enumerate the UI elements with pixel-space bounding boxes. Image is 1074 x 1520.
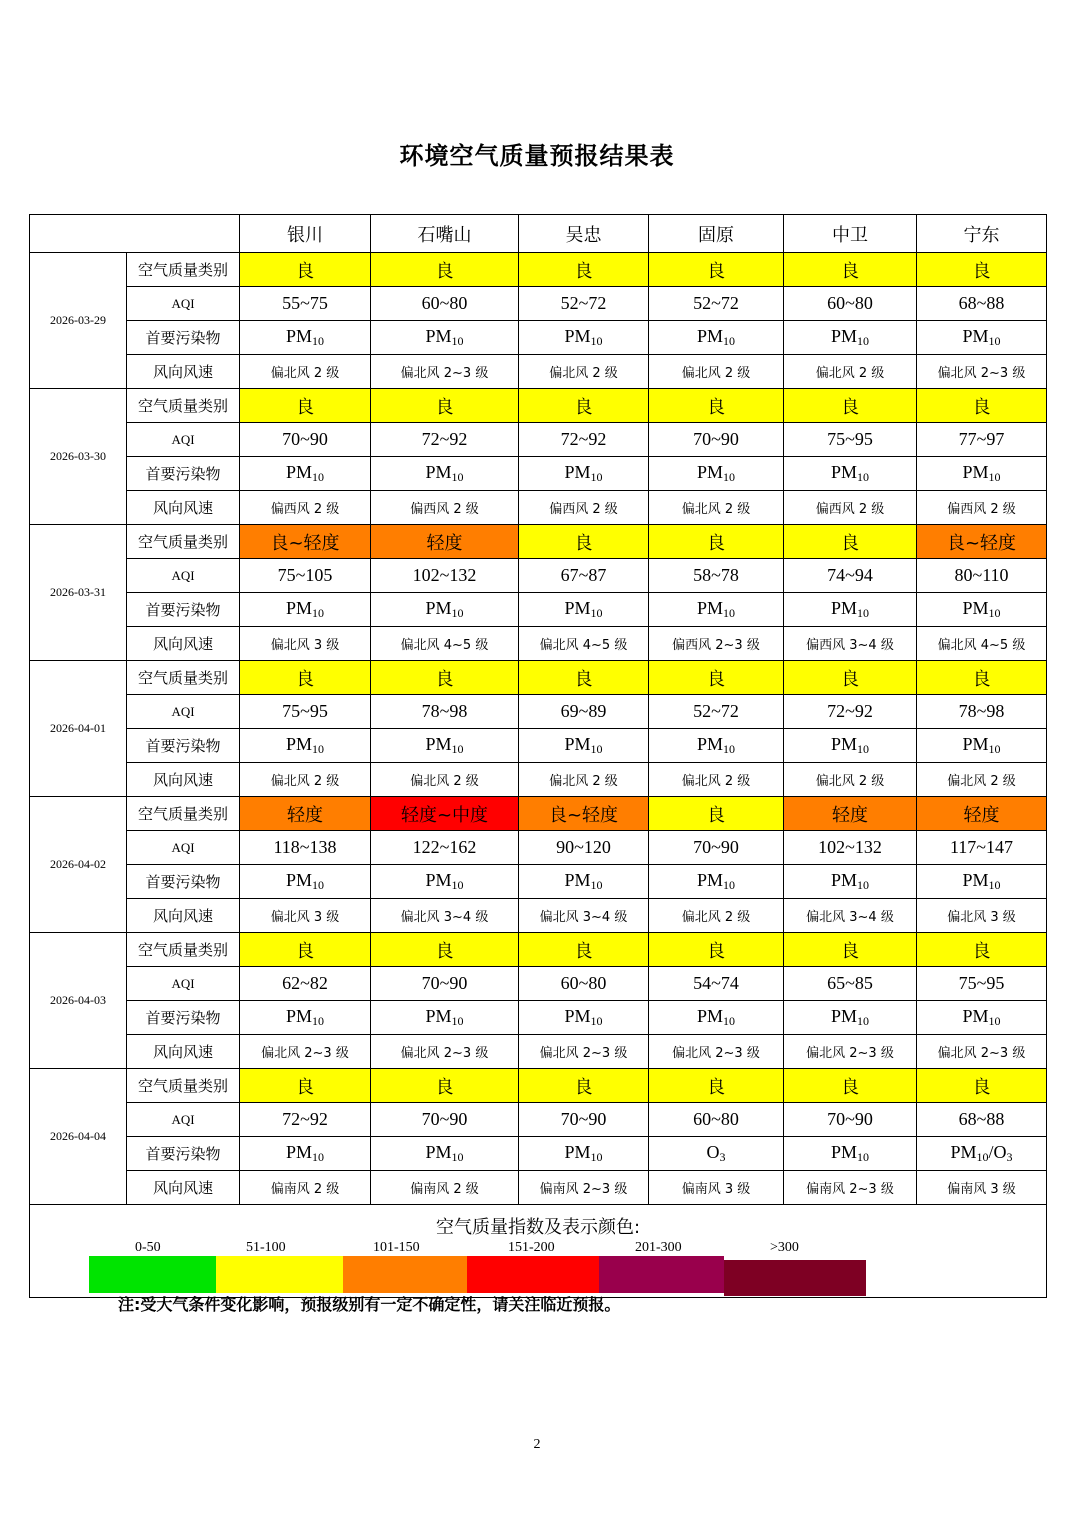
category-cell: 良 xyxy=(240,1069,371,1103)
category-cell: 良 xyxy=(784,661,917,695)
disclaimer-note: 注:受大气条件变化影响，预报级别有一定不确定性，请关注临近预报。 xyxy=(118,1295,621,1314)
forecast-row-aqi xyxy=(30,967,1047,1001)
category-cell: 良 xyxy=(649,933,784,967)
wind-cell: 偏北风 2~3 级 xyxy=(917,355,1047,389)
aqi-cell: 77~97 xyxy=(917,423,1047,457)
forecast-row-wind xyxy=(30,355,1047,389)
aqi-cell: 75~105 xyxy=(240,559,371,593)
wind-cell: 偏北风 2~3 级 xyxy=(371,1035,519,1069)
category-cell: 良 xyxy=(519,525,649,559)
row-label: 空气质量类别 xyxy=(127,525,240,559)
pollutant-cell: $PM_{10}$ xyxy=(519,593,649,627)
wind-cell: 偏南风 3 级 xyxy=(649,1171,784,1205)
wind-cell: 偏北风 2~3 级 xyxy=(917,1035,1047,1069)
pollutant-cell: $PM_{10}$ xyxy=(917,865,1047,899)
pollutant-cell: $PM_{10}$ xyxy=(240,321,371,355)
pollutant-cell: $PM_{10}$ xyxy=(519,457,649,491)
row-label: 首要污染物 xyxy=(127,457,240,491)
category-cell: 良 xyxy=(649,661,784,695)
category-cell: 轻度 xyxy=(371,525,519,559)
legend-range-label: 201-300 xyxy=(635,1240,682,1255)
city-header: 固原 xyxy=(649,215,784,253)
wind-cell: 偏北风 3~4 级 xyxy=(784,899,917,933)
legend-swatch xyxy=(599,1256,724,1293)
aqi-cell: 78~98 xyxy=(917,695,1047,729)
pollutant-cell: $PM_{10}$ xyxy=(240,1137,371,1171)
pollutant-cell: $PM_{10}$ xyxy=(784,1137,917,1171)
category-cell: 良 xyxy=(649,1069,784,1103)
wind-cell: 偏南风 2~3 级 xyxy=(784,1171,917,1205)
row-label: 空气质量类别 xyxy=(127,389,240,423)
wind-cell: 偏北风 2 级 xyxy=(371,763,519,797)
category-cell: 良 xyxy=(371,661,519,695)
category-cell: 良 xyxy=(519,661,649,695)
forecast-date: 2026-04-03 xyxy=(30,933,127,1069)
row-label: 风向风速 xyxy=(127,763,240,797)
category-cell: 良 xyxy=(240,933,371,967)
category-cell: 良 xyxy=(240,253,371,287)
legend-swatch xyxy=(89,1256,216,1293)
pollutant-cell: $PM_{10}$ xyxy=(784,1001,917,1035)
row-label: AQI xyxy=(127,559,240,593)
wind-cell: 偏南风 2 级 xyxy=(240,1171,371,1205)
forecast-row-wind xyxy=(30,763,1047,797)
aqi-cell: 67~87 xyxy=(519,559,649,593)
pollutant-cell: $PM_{10}$ xyxy=(240,729,371,763)
pollutant-cell: $PM_{10}$ xyxy=(649,865,784,899)
forecast-date: 2026-04-02 xyxy=(30,797,127,933)
wind-cell: 偏西风 2 级 xyxy=(240,491,371,525)
aqi-cell: 54~74 xyxy=(649,967,784,1001)
page-title: 环境空气质量预报结果表 xyxy=(399,141,675,170)
legend-range-label: 0-50 xyxy=(135,1240,161,1255)
wind-cell: 偏北风 2~3 级 xyxy=(240,1035,371,1069)
city-header: 银川 xyxy=(240,215,371,253)
forecast-row-category xyxy=(30,933,1047,967)
aqi-cell: 52~72 xyxy=(649,695,784,729)
pollutant-cell: $PM_{10}$ xyxy=(649,457,784,491)
city-header: 石嘴山 xyxy=(371,215,519,253)
row-label: 空气质量类别 xyxy=(127,661,240,695)
aqi-cell: 72~92 xyxy=(784,695,917,729)
wind-cell: 偏南风 2~3 级 xyxy=(519,1171,649,1205)
row-label: AQI xyxy=(127,831,240,865)
pollutant-cell: $PM_{10}$ xyxy=(240,865,371,899)
category-cell: 良 xyxy=(784,933,917,967)
page-number: 2 xyxy=(533,1437,541,1452)
aqi-cell: 60~80 xyxy=(784,287,917,321)
aqi-cell: 117~147 xyxy=(917,831,1047,865)
category-cell: 轻度 xyxy=(240,797,371,831)
wind-cell: 偏北风 2 级 xyxy=(649,355,784,389)
row-label: 空气质量类别 xyxy=(127,933,240,967)
wind-cell: 偏北风 2 级 xyxy=(649,763,784,797)
row-label: 空气质量类别 xyxy=(127,797,240,831)
aqi-cell: 70~90 xyxy=(649,831,784,865)
city-header-row xyxy=(30,215,1047,253)
wind-cell: 偏北风 3 级 xyxy=(917,899,1047,933)
pollutant-cell: $PM_{10}$ xyxy=(784,457,917,491)
pollutant-cell: $PM_{10}$ xyxy=(240,1001,371,1035)
pollutant-cell: $PM_{10}$ xyxy=(371,593,519,627)
legend-swatch xyxy=(343,1256,467,1293)
aqi-cell: 70~90 xyxy=(371,1103,519,1137)
forecast-row-pollutant xyxy=(30,457,1047,491)
category-cell: 良 xyxy=(519,1069,649,1103)
wind-cell: 偏北风 2 级 xyxy=(240,355,371,389)
aqi-cell: 75~95 xyxy=(784,423,917,457)
category-cell: 良 xyxy=(917,1069,1047,1103)
category-cell: 轻度~中度 xyxy=(371,797,519,831)
category-cell: 良 xyxy=(784,389,917,423)
row-label: 风向风速 xyxy=(127,491,240,525)
forecast-row-aqi xyxy=(30,423,1047,457)
corner-cell xyxy=(30,215,240,253)
category-cell: 良~轻度 xyxy=(917,525,1047,559)
pollutant-cell: $PM_{10}/O_3$ xyxy=(917,1137,1047,1171)
forecast-row-wind xyxy=(30,627,1047,661)
wind-cell: 偏西风 2 级 xyxy=(917,491,1047,525)
forecast-row-wind xyxy=(30,1035,1047,1069)
pollutant-cell: $PM_{10}$ xyxy=(784,729,917,763)
forecast-row-category xyxy=(30,253,1047,287)
aqi-cell: 70~90 xyxy=(371,967,519,1001)
pollutant-cell: $PM_{10}$ xyxy=(371,865,519,899)
legend-swatch xyxy=(216,1256,343,1293)
pollutant-cell: $PM_{10}$ xyxy=(917,593,1047,627)
forecast-row-pollutant xyxy=(30,593,1047,627)
aqi-cell: 68~88 xyxy=(917,1103,1047,1137)
forecast-date: 2026-03-30 xyxy=(30,389,127,525)
pollutant-cell: $PM_{10}$ xyxy=(649,593,784,627)
row-label: 风向风速 xyxy=(127,1035,240,1069)
forecast-table xyxy=(29,214,1047,1298)
aqi-cell: 70~90 xyxy=(240,423,371,457)
wind-cell: 偏北风 2 级 xyxy=(240,763,371,797)
forecast-row-pollutant xyxy=(30,729,1047,763)
forecast-row-category xyxy=(30,1069,1047,1103)
category-cell: 良 xyxy=(649,525,784,559)
aqi-cell: 58~78 xyxy=(649,559,784,593)
pollutant-cell: $PM_{10}$ xyxy=(784,321,917,355)
category-cell: 良 xyxy=(519,933,649,967)
legend-swatch xyxy=(724,1260,866,1296)
category-cell: 良 xyxy=(371,933,519,967)
category-cell: 良 xyxy=(240,661,371,695)
wind-cell: 偏北风 2~3 级 xyxy=(371,355,519,389)
pollutant-cell: $PM_{10}$ xyxy=(371,457,519,491)
wind-cell: 偏西风 2 级 xyxy=(371,491,519,525)
forecast-date: 2026-03-31 xyxy=(30,525,127,661)
forecast-row-category xyxy=(30,389,1047,423)
wind-cell: 偏北风 3 级 xyxy=(240,627,371,661)
pollutant-cell: $PM_{10}$ xyxy=(519,1137,649,1171)
city-header: 吴忠 xyxy=(519,215,649,253)
wind-cell: 偏北风 2 级 xyxy=(649,491,784,525)
legend-range-label: 51-100 xyxy=(246,1240,286,1255)
aqi-cell: 72~92 xyxy=(519,423,649,457)
pollutant-cell: $PM_{10}$ xyxy=(519,1001,649,1035)
row-label: 首要污染物 xyxy=(127,321,240,355)
wind-cell: 偏南风 3 级 xyxy=(917,1171,1047,1205)
forecast-row-category xyxy=(30,661,1047,695)
aqi-cell: 74~94 xyxy=(784,559,917,593)
aqi-cell: 122~162 xyxy=(371,831,519,865)
legend-range-label: 151-200 xyxy=(508,1240,555,1255)
forecast-row-aqi xyxy=(30,695,1047,729)
aqi-cell: 78~98 xyxy=(371,695,519,729)
aqi-cell: 118~138 xyxy=(240,831,371,865)
forecast-row-category xyxy=(30,525,1047,559)
category-cell: 良 xyxy=(917,253,1047,287)
row-label: 风向风速 xyxy=(127,355,240,389)
pollutant-cell: $PM_{10}$ xyxy=(240,457,371,491)
aqi-cell: 72~92 xyxy=(240,1103,371,1137)
category-cell: 轻度 xyxy=(917,797,1047,831)
pollutant-cell: $PM_{10}$ xyxy=(371,1137,519,1171)
wind-cell: 偏北风 2 级 xyxy=(519,763,649,797)
wind-cell: 偏北风 3 级 xyxy=(240,899,371,933)
pollutant-cell: $PM_{10}$ xyxy=(519,729,649,763)
row-label: 首要污染物 xyxy=(127,729,240,763)
row-label: AQI xyxy=(127,967,240,1001)
category-cell: 良 xyxy=(784,1069,917,1103)
wind-cell: 偏北风 2~3 级 xyxy=(519,1035,649,1069)
aqi-cell: 102~132 xyxy=(784,831,917,865)
legend-range-label: 101-150 xyxy=(373,1240,420,1255)
legend-range-label: >300 xyxy=(770,1240,799,1255)
row-label: 风向风速 xyxy=(127,627,240,661)
forecast-row-pollutant xyxy=(30,1001,1047,1035)
category-cell: 良~轻度 xyxy=(240,525,371,559)
aqi-cell: 52~72 xyxy=(519,287,649,321)
aqi-cell: 62~82 xyxy=(240,967,371,1001)
aqi-cell: 75~95 xyxy=(240,695,371,729)
city-header: 宁东 xyxy=(917,215,1047,253)
forecast-row-aqi xyxy=(30,1103,1047,1137)
forecast-row-aqi xyxy=(30,831,1047,865)
wind-cell: 偏西风 3~4 级 xyxy=(784,627,917,661)
aqi-cell: 68~88 xyxy=(917,287,1047,321)
row-label: AQI xyxy=(127,423,240,457)
category-cell: 良 xyxy=(649,253,784,287)
pollutant-cell: $PM_{10}$ xyxy=(240,593,371,627)
wind-cell: 偏北风 3~4 级 xyxy=(519,899,649,933)
wind-cell: 偏西风 2~3 级 xyxy=(649,627,784,661)
category-cell: 良 xyxy=(519,389,649,423)
aqi-cell: 69~89 xyxy=(519,695,649,729)
row-label: 空气质量类别 xyxy=(127,1069,240,1103)
category-cell: 良 xyxy=(649,797,784,831)
aqi-cell: 80~110 xyxy=(917,559,1047,593)
aqi-cell: 102~132 xyxy=(371,559,519,593)
wind-cell: 偏北风 2 级 xyxy=(649,899,784,933)
aqi-cell: 60~80 xyxy=(519,967,649,1001)
aqi-cell: 60~80 xyxy=(371,287,519,321)
aqi-cell: 70~90 xyxy=(649,423,784,457)
wind-cell: 偏南风 2 级 xyxy=(371,1171,519,1205)
category-cell: 良 xyxy=(519,253,649,287)
pollutant-cell: $O_3$ xyxy=(649,1137,784,1171)
legend-title: 空气质量指数及表示颜色: xyxy=(435,1217,641,1238)
aqi-cell: 75~95 xyxy=(917,967,1047,1001)
wind-cell: 偏北风 2~3 级 xyxy=(649,1035,784,1069)
aqi-cell: 90~120 xyxy=(519,831,649,865)
row-label: 空气质量类别 xyxy=(127,253,240,287)
pollutant-cell: $PM_{10}$ xyxy=(784,593,917,627)
row-label: 风向风速 xyxy=(127,899,240,933)
wind-cell: 偏北风 2~3 级 xyxy=(784,1035,917,1069)
pollutant-cell: $PM_{10}$ xyxy=(371,729,519,763)
pollutant-cell: $PM_{10}$ xyxy=(649,1001,784,1035)
wind-cell: 偏北风 4~5 级 xyxy=(917,627,1047,661)
category-cell: 良 xyxy=(784,253,917,287)
row-label: AQI xyxy=(127,695,240,729)
pollutant-cell: $PM_{10}$ xyxy=(519,321,649,355)
forecast-row-aqi xyxy=(30,287,1047,321)
category-cell: 良 xyxy=(917,389,1047,423)
pollutant-cell: $PM_{10}$ xyxy=(649,729,784,763)
aqi-cell: 65~85 xyxy=(784,967,917,1001)
pollutant-cell: $PM_{10}$ xyxy=(519,865,649,899)
wind-cell: 偏西风 2 级 xyxy=(784,491,917,525)
pollutant-cell: $PM_{10}$ xyxy=(371,321,519,355)
pollutant-cell: $PM_{10}$ xyxy=(917,457,1047,491)
forecast-row-wind xyxy=(30,899,1047,933)
aqi-cell: 70~90 xyxy=(519,1103,649,1137)
wind-cell: 偏北风 2 级 xyxy=(784,355,917,389)
forecast-row-category xyxy=(30,797,1047,831)
aqi-cell: 52~72 xyxy=(649,287,784,321)
wind-cell: 偏西风 2 级 xyxy=(519,491,649,525)
forecast-row-wind xyxy=(30,1171,1047,1205)
aqi-cell: 55~75 xyxy=(240,287,371,321)
city-header: 中卫 xyxy=(784,215,917,253)
category-cell: 良 xyxy=(784,525,917,559)
pollutant-cell: $PM_{10}$ xyxy=(649,321,784,355)
pollutant-cell: $PM_{10}$ xyxy=(917,1001,1047,1035)
forecast-row-pollutant xyxy=(30,865,1047,899)
forecast-row-wind xyxy=(30,491,1047,525)
wind-cell: 偏北风 2 级 xyxy=(519,355,649,389)
pollutant-cell: $PM_{10}$ xyxy=(917,321,1047,355)
category-cell: 良~轻度 xyxy=(519,797,649,831)
row-label: 首要污染物 xyxy=(127,1137,240,1171)
legend-swatch xyxy=(467,1256,599,1293)
pollutant-cell: $PM_{10}$ xyxy=(784,865,917,899)
aqi-color-legend xyxy=(30,1205,1047,1298)
category-cell: 良 xyxy=(917,933,1047,967)
row-label: 首要污染物 xyxy=(127,1001,240,1035)
pollutant-cell: $PM_{10}$ xyxy=(917,729,1047,763)
forecast-date: 2026-04-04 xyxy=(30,1069,127,1205)
forecast-row-aqi xyxy=(30,559,1047,593)
forecast-row-pollutant xyxy=(30,321,1047,355)
category-cell: 轻度 xyxy=(784,797,917,831)
category-cell: 良 xyxy=(371,1069,519,1103)
wind-cell: 偏北风 4~5 级 xyxy=(371,627,519,661)
aqi-cell: 60~80 xyxy=(649,1103,784,1137)
category-cell: 良 xyxy=(371,389,519,423)
category-cell: 良 xyxy=(371,253,519,287)
forecast-date: 2026-04-01 xyxy=(30,661,127,797)
row-label: AQI xyxy=(127,1103,240,1137)
wind-cell: 偏北风 4~5 级 xyxy=(519,627,649,661)
pollutant-cell: $PM_{10}$ xyxy=(371,1001,519,1035)
category-cell: 良 xyxy=(649,389,784,423)
aqi-cell: 72~92 xyxy=(371,423,519,457)
forecast-row-pollutant xyxy=(30,1137,1047,1171)
row-label: 首要污染物 xyxy=(127,593,240,627)
wind-cell: 偏北风 2 级 xyxy=(917,763,1047,797)
row-label: AQI xyxy=(127,287,240,321)
category-cell: 良 xyxy=(917,661,1047,695)
row-label: 风向风速 xyxy=(127,1171,240,1205)
wind-cell: 偏北风 2 级 xyxy=(784,763,917,797)
row-label: 首要污染物 xyxy=(127,865,240,899)
wind-cell: 偏北风 3~4 级 xyxy=(371,899,519,933)
aqi-cell: 70~90 xyxy=(784,1103,917,1137)
category-cell: 良 xyxy=(240,389,371,423)
forecast-date: 2026-03-29 xyxy=(30,253,127,389)
